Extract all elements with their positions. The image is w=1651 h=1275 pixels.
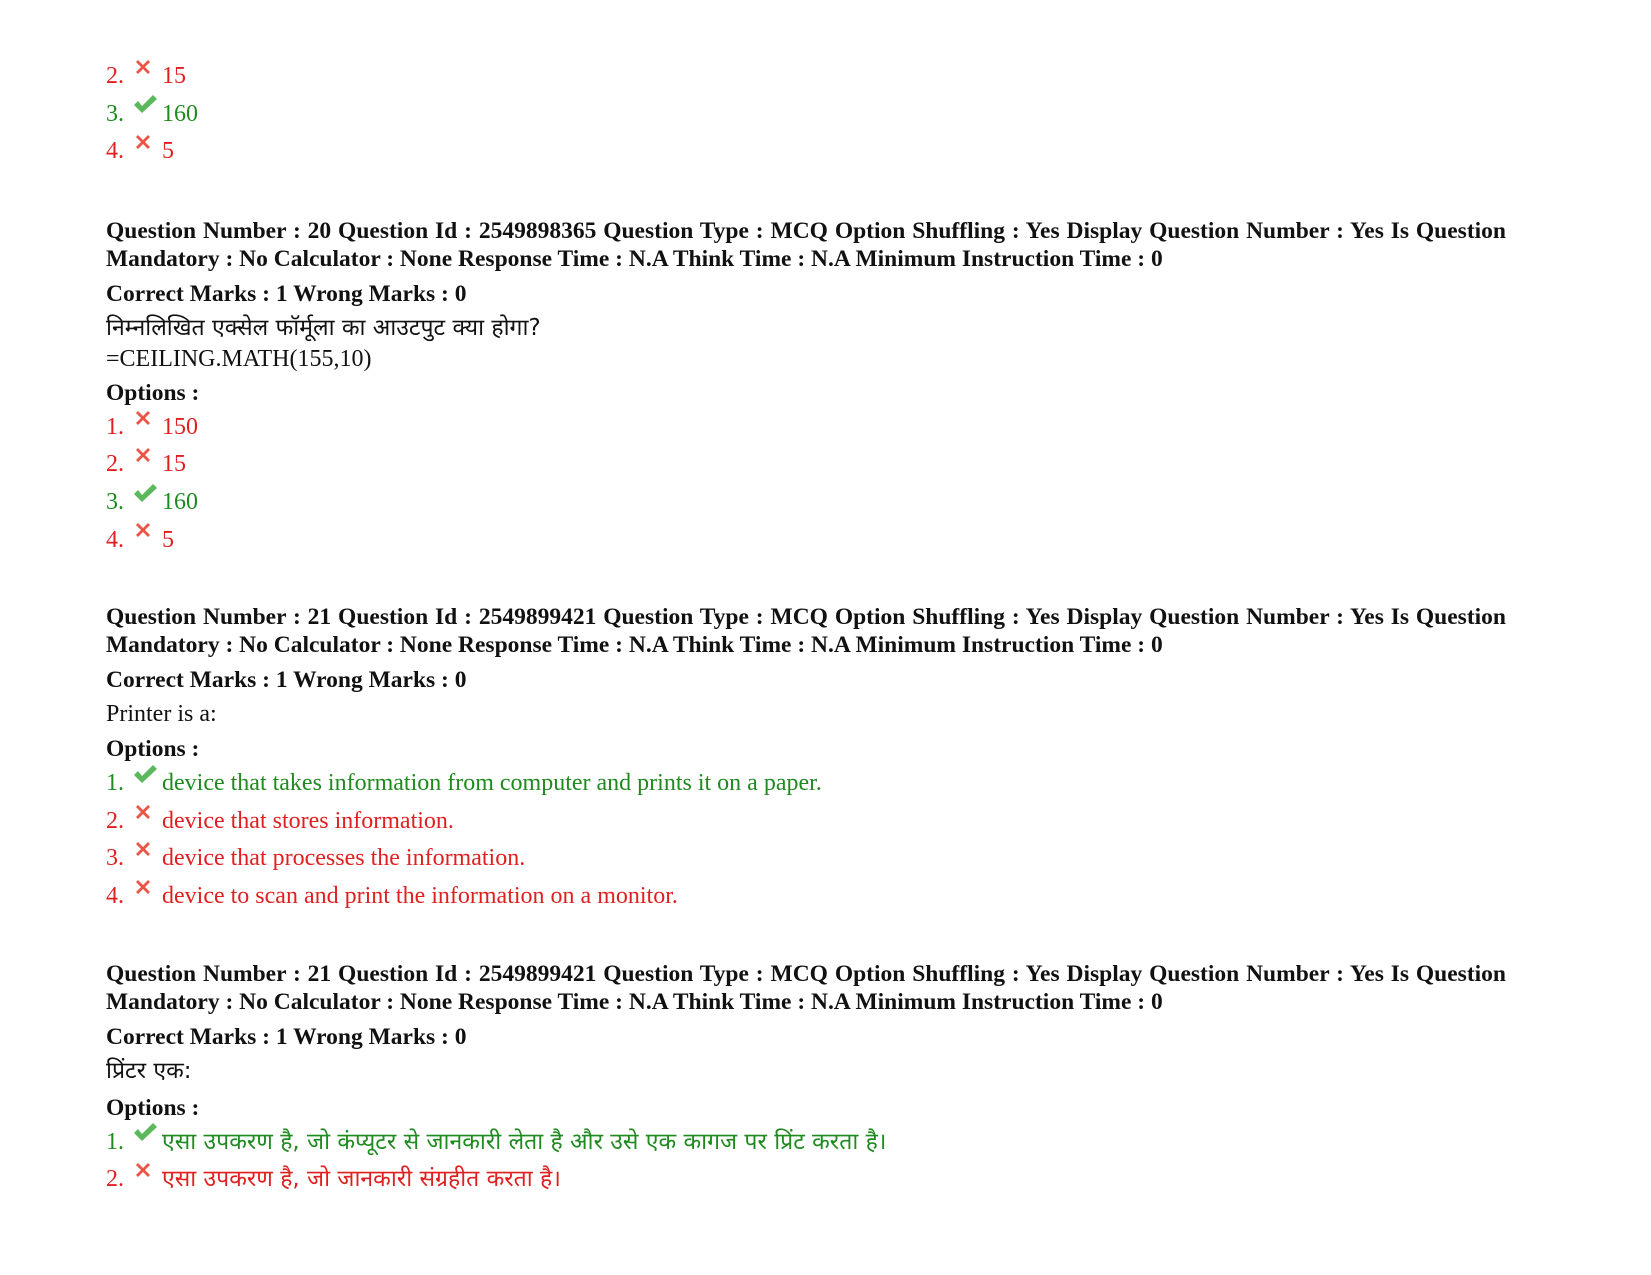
cross-icon xyxy=(132,801,162,831)
option-text: एसा उपकरण है, जो कंप्यूटर से जानकारी लेता है और उसे एक कागज पर प्रिंट करता है। xyxy=(162,1128,887,1155)
options-label: Options : xyxy=(106,736,200,763)
option-number: 1. xyxy=(106,1128,124,1155)
option-row xyxy=(106,409,1546,447)
question-meta: Question Number : 21 Question Id : 2549899421 Question Type : MCQ Option Shuffling : Yes Display Question Number : Yes Is Question Mandatory : No Calculator : None Response Time : N.A Think Time : N.A Minimum Instruction Time : 0 xyxy=(106,604,1506,659)
option-number: 2. xyxy=(106,451,124,478)
option-number: 2. xyxy=(106,807,124,834)
option-number: 2. xyxy=(106,63,124,89)
question-meta: Question Number : 20 Question Id : 2549898365 Question Type : MCQ Option Shuffling : Yes Display Question Number : Yes Is Question Mandatory : No Calculator : None Response Time : N.A Think Time : N.A Minimum Instruction Time : 0 xyxy=(106,217,1506,272)
option-text: 160 xyxy=(162,100,198,127)
question-formula: =CEILING.MATH(155,10) xyxy=(106,345,372,372)
question-block-21-english xyxy=(106,603,1546,915)
check-icon xyxy=(132,93,162,123)
cross-icon xyxy=(132,876,162,906)
question-marks: Correct Marks : 1 Wrong Marks : 0 xyxy=(106,667,467,694)
option-text: device that processes the information. xyxy=(162,845,526,872)
option-row xyxy=(106,840,1546,878)
cross-icon xyxy=(132,838,162,868)
option-text: 15 xyxy=(162,63,186,89)
cross-icon xyxy=(132,407,162,437)
option-row xyxy=(106,765,1546,803)
option-number: 1. xyxy=(106,413,124,440)
cross-icon xyxy=(132,1159,162,1189)
question-text: निम्नलिखित एक्सेल फॉर्मूला का आउटपुट क्या होगा? xyxy=(106,314,541,341)
cross-icon xyxy=(132,56,162,86)
option-number: 3. xyxy=(106,488,124,515)
option-text: 160 xyxy=(162,488,198,515)
check-icon xyxy=(132,1121,162,1151)
option-row xyxy=(106,133,1546,171)
check-icon xyxy=(132,482,162,512)
option-text: 150 xyxy=(162,413,198,440)
option-number: 3. xyxy=(106,100,124,127)
option-row xyxy=(106,878,1546,916)
option-text: device that takes information from computer and prints it on a paper. xyxy=(162,770,822,797)
cross-icon xyxy=(132,519,162,549)
option-row xyxy=(106,446,1546,484)
option-number: 1. xyxy=(106,770,124,797)
option-number: 4. xyxy=(106,526,124,553)
question-meta: Question Number : 21 Question Id : 2549899421 Question Type : MCQ Option Shuffling : Yes Display Question Number : Yes Is Question Mandatory : No Calculator : None Response Time : N.A Think Time : N.A Minimum Instruction Time : 0 xyxy=(106,960,1506,1015)
question-text: प्रिंटर एक: xyxy=(106,1057,192,1084)
cross-icon xyxy=(132,444,162,474)
option-row xyxy=(106,1161,1546,1199)
question-marks: Correct Marks : 1 Wrong Marks : 0 xyxy=(106,280,467,307)
option-number: 4. xyxy=(106,882,124,909)
question-block-20 xyxy=(106,217,1546,559)
option-text: device to scan and print the information on a monitor. xyxy=(162,882,678,909)
check-icon xyxy=(132,763,162,793)
option-text: 5 xyxy=(162,138,174,165)
question-block-21-hindi xyxy=(106,960,1546,1199)
options-label: Options : xyxy=(106,379,200,406)
cross-icon xyxy=(132,131,162,161)
option-row xyxy=(106,803,1546,841)
option-text: 15 xyxy=(162,451,186,478)
previous-question-options xyxy=(106,58,1546,171)
option-text: एसा उपकरण है, जो जानकारी संग्रहीत करता है। xyxy=(162,1166,561,1193)
option-number: 2. xyxy=(106,1166,124,1193)
question-marks: Correct Marks : 1 Wrong Marks : 0 xyxy=(106,1023,467,1050)
option-text: 5 xyxy=(162,526,174,553)
option-row xyxy=(106,96,1546,134)
option-row xyxy=(106,522,1546,560)
option-row xyxy=(106,484,1546,522)
option-number: 4. xyxy=(106,138,124,165)
option-number: 3. xyxy=(106,845,124,872)
answer-key-page xyxy=(106,58,1546,1199)
options-label: Options : xyxy=(106,1094,200,1121)
option-row xyxy=(106,58,1546,96)
option-row xyxy=(106,1124,1546,1162)
option-text: device that stores information. xyxy=(162,807,454,834)
question-text: Printer is a: xyxy=(106,701,217,728)
